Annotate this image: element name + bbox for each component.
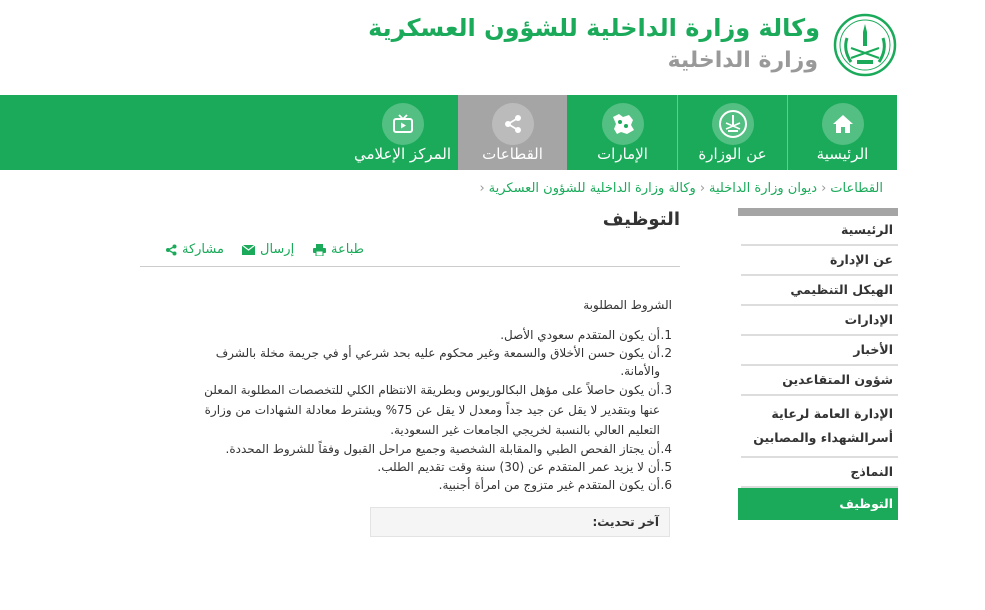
sidebar-item-news[interactable]: الأخبار — [741, 336, 898, 366]
breadcrumb-link-ministry-office[interactable]: ديوان وزارة الداخلية — [709, 181, 818, 196]
list-number: 2. — [660, 346, 672, 360]
nav-item-label: المركز الإعلامي — [353, 145, 452, 163]
list-number: 6. — [660, 478, 672, 492]
send-email-button[interactable] — [242, 242, 294, 257]
nav-divider — [787, 95, 788, 170]
list-item-text: أن يكون المتقدم سعودي الأصل. — [500, 328, 660, 342]
breadcrumb-chevron-icon: ‹ — [821, 181, 827, 196]
sidebar-item-retirees[interactable]: شؤون المتقاعدين — [741, 366, 898, 396]
share-button[interactable] — [165, 242, 224, 257]
nav-divider — [677, 95, 678, 170]
map-icon — [602, 103, 644, 145]
list-number: 1. — [660, 328, 672, 342]
nav-item-sectors[interactable] — [458, 95, 567, 170]
breadcrumb-link-agency[interactable]: وكالة وزارة الداخلية للشؤون العسكرية — [488, 181, 696, 196]
share-nodes-icon — [492, 103, 534, 145]
site-title: وكالة وزارة الداخلية للشؤون العسكرية — [368, 14, 820, 42]
page-title: التوظيف — [602, 209, 680, 230]
sidebar-item-about[interactable]: عن الإدارة — [741, 246, 898, 276]
list-item — [190, 326, 672, 344]
nav-item-label: الإمارات — [597, 145, 648, 163]
list-item — [190, 380, 672, 440]
list-item-text: أن يكون حاصلاً على مؤهل البكالوريوس وبطريقة الانتظام الكلي للتخصصات المطلوبة المعلن عنها وبتقدير لا يقل عن جيد جداً ومعدل لا يقل عن 75% ويشترط معادلة الشهادات من وزارة التعليم العالي بالنسبة لخريجي الجامعات غير السعودية. — [204, 383, 660, 437]
nav-item-label: القطاعات — [482, 145, 543, 163]
content-toolbar — [140, 240, 680, 267]
breadcrumb — [463, 180, 883, 198]
site-subtitle: وزارة الداخلية — [667, 48, 818, 73]
sidebar-item-forms[interactable]: النماذج — [741, 458, 898, 488]
page-content — [190, 296, 672, 494]
breadcrumb-chevron-icon: ‹ — [699, 181, 706, 196]
nav-item-emirates[interactable] — [568, 95, 677, 170]
print-icon — [313, 244, 326, 256]
nav-item-about-ministry[interactable] — [678, 95, 787, 170]
list-item — [190, 476, 672, 494]
main-nav — [0, 95, 897, 170]
list-item-text: أن لا يزيد عمر المتقدم عن (30) سنة وقت تقديم الطلب. — [377, 460, 660, 474]
list-number: 5. — [660, 460, 672, 474]
last-updated-box — [370, 507, 670, 537]
list-item-text: أن يكون المتقدم غير متزوج من امرأة أجنبية. — [438, 478, 660, 492]
requirements-list — [190, 326, 672, 494]
list-item — [190, 440, 672, 458]
breadcrumb-link-sectors[interactable]: القطاعات — [830, 181, 883, 196]
list-item — [190, 458, 672, 476]
envelope-icon — [242, 245, 255, 255]
share-label: مشاركة — [182, 242, 224, 257]
nav-item-label: الرئيسية — [816, 145, 869, 163]
list-number: 4. — [660, 442, 672, 456]
list-number: 3. — [660, 383, 672, 397]
print-button[interactable] — [313, 242, 364, 257]
print-label: طباعة — [331, 242, 364, 257]
sidebar-item-departments[interactable]: الإدارات — [741, 306, 898, 336]
requirements-heading: الشروط المطلوبة — [583, 298, 672, 312]
site-header — [0, 0, 985, 95]
list-item-text: أن يجتاز الفحص الطبي والمقابلة الشخصية وجميع مراحل القبول وفقاً للشروط المحددة. — [225, 442, 660, 456]
nav-item-media-center[interactable] — [348, 95, 457, 170]
sidebar-menu — [738, 208, 898, 520]
sidebar-item-home[interactable]: الرئيسية — [741, 216, 898, 246]
list-item-text: أن يكون حسن الأخلاق والسمعة وغير محكوم عليه بحد شرعي أو في جريمة مخلة بالشرف والأمانة. — [215, 346, 660, 378]
breadcrumb-chevron-icon: ‹ — [479, 181, 485, 196]
sidebar-item-org-structure[interactable]: الهيكل التنظيمي — [741, 276, 898, 306]
list-item — [190, 344, 672, 380]
share-icon — [165, 244, 177, 256]
ministry-emblem-icon — [712, 103, 754, 145]
nav-item-label: عن الوزارة — [698, 145, 767, 163]
last-updated-label: آخر تحديث: — [592, 515, 659, 529]
sidebar-item-martyrs-families[interactable]: الإدارة العامة لرعاية أسرالشهداء والمصابين — [741, 396, 898, 458]
sidebar-item-employment[interactable]: التوظيف — [738, 488, 898, 520]
sidebar-top-bar — [738, 208, 898, 216]
tv-icon — [382, 103, 424, 145]
send-label: إرسال — [260, 242, 295, 257]
home-icon — [822, 103, 864, 145]
ministry-emblem-logo[interactable] — [833, 10, 897, 80]
nav-item-home[interactable] — [788, 95, 897, 170]
